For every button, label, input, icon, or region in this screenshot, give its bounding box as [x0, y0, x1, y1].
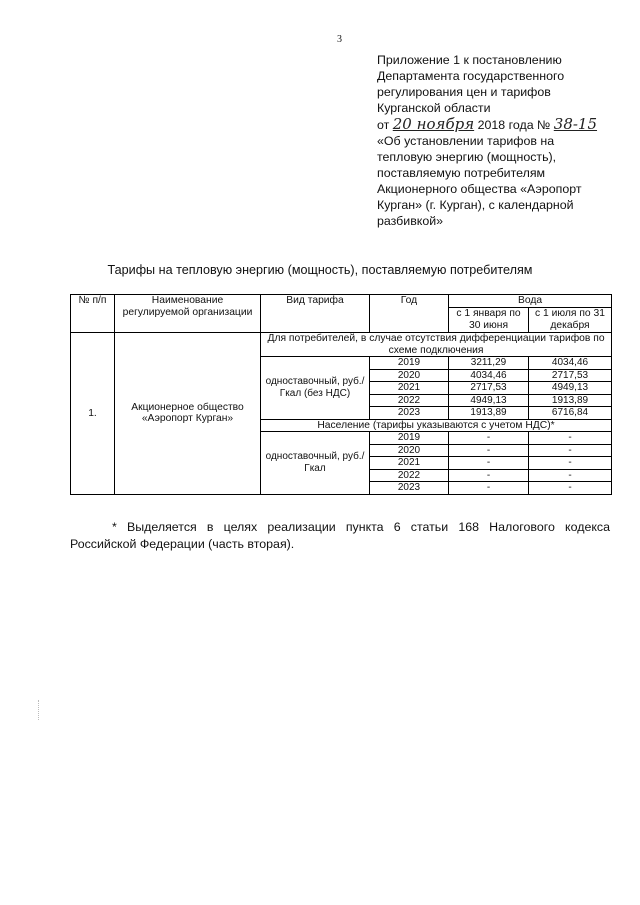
- header-year: Год: [370, 295, 449, 333]
- value-cell: 6716,84: [529, 407, 612, 420]
- appendix-title-line: поставляемую потребителям: [377, 166, 546, 180]
- value-cell: 4034,46: [449, 369, 529, 382]
- appendix-line: регулирования цен и тарифов: [377, 85, 551, 99]
- appendix-title-line: разбивкой»: [377, 214, 444, 228]
- appendix-line: Департамента государственного: [377, 69, 565, 83]
- value-cell: 2717,53: [529, 369, 612, 382]
- year-cell: 2023: [370, 407, 449, 420]
- section-label: Население (тарифы указываются с учетом НДС)*: [261, 419, 612, 432]
- value-cell: -: [449, 432, 529, 445]
- value-cell: 4034,46: [529, 357, 612, 370]
- document-title: Тарифы на тепловую энергию (мощность), поставляемую потребителям: [107, 263, 533, 277]
- date-middle: 2018 года №: [477, 118, 551, 132]
- appendix-line: Приложение 1 к постановлению: [377, 53, 562, 67]
- value-cell: -: [449, 444, 529, 457]
- handwritten-number: 38-15: [553, 115, 598, 133]
- value-cell: -: [449, 457, 529, 470]
- date-prefix: от: [377, 118, 390, 132]
- year-cell: 2023: [370, 482, 449, 495]
- value-cell: 3211,29: [449, 357, 529, 370]
- row-number: 1.: [71, 333, 115, 495]
- year-cell: 2020: [370, 444, 449, 457]
- year-cell: 2020: [370, 369, 449, 382]
- year-cell: 2021: [370, 382, 449, 395]
- scan-margin-mark: [38, 700, 40, 720]
- appendix-line: Курганской области: [377, 101, 491, 115]
- year-cell: 2022: [370, 394, 449, 407]
- appendix-title-line: «Об установлении тарифов на: [377, 134, 555, 148]
- handwritten-date: 20 ноября: [392, 115, 475, 133]
- value-cell: -: [529, 457, 612, 470]
- header-num: № п/п: [71, 295, 115, 333]
- year-cell: 2021: [370, 457, 449, 470]
- tariff-type: одноставочный, руб./Гкал (без НДС): [261, 357, 370, 420]
- header-tariff-type: Вид тарифа: [261, 295, 370, 333]
- value-cell: 2717,53: [449, 382, 529, 395]
- section-label: Для потребителей, в случае отсутствия дифференциации тарифов по схеме подключения: [261, 333, 612, 357]
- value-cell: -: [529, 444, 612, 457]
- appendix-header: [377, 52, 627, 229]
- value-cell: -: [449, 469, 529, 482]
- year-cell: 2022: [370, 469, 449, 482]
- appendix-title-line: Курган» (г. Курган), с календарной: [377, 198, 574, 212]
- appendix-title-line: тепловую энергию (мощность),: [377, 150, 557, 164]
- page-number: 3: [337, 34, 342, 45]
- value-cell: 4949,13: [529, 382, 612, 395]
- year-cell: 2019: [370, 357, 449, 370]
- value-cell: -: [529, 469, 612, 482]
- value-cell: -: [529, 432, 612, 445]
- header-period-2: с 1 июля по 31 декабря: [529, 308, 612, 333]
- value-cell: 1913,89: [449, 407, 529, 420]
- value-cell: 4949,13: [449, 394, 529, 407]
- org-name: Акционерное общество «Аэропорт Курган»: [115, 333, 261, 495]
- footnote: * Выделяется в целях реализации пункта 6 статьи 168 Налогового кодекса Российской Федерации (часть вторая).: [70, 520, 610, 551]
- header-period-1: с 1 января по 30 июня: [449, 308, 529, 333]
- value-cell: -: [449, 482, 529, 495]
- header-org: Наименование регулируемой организации: [115, 295, 261, 333]
- tariff-table: [70, 294, 612, 495]
- year-cell: 2019: [370, 432, 449, 445]
- appendix-date-line: [377, 116, 627, 133]
- header-water: Вода: [449, 295, 612, 308]
- value-cell: 1913,89: [529, 394, 612, 407]
- tariff-type: одноставочный, руб./Гкал: [261, 432, 370, 495]
- value-cell: -: [529, 482, 612, 495]
- appendix-title-line: Акционерного общества «Аэропорт: [377, 182, 582, 196]
